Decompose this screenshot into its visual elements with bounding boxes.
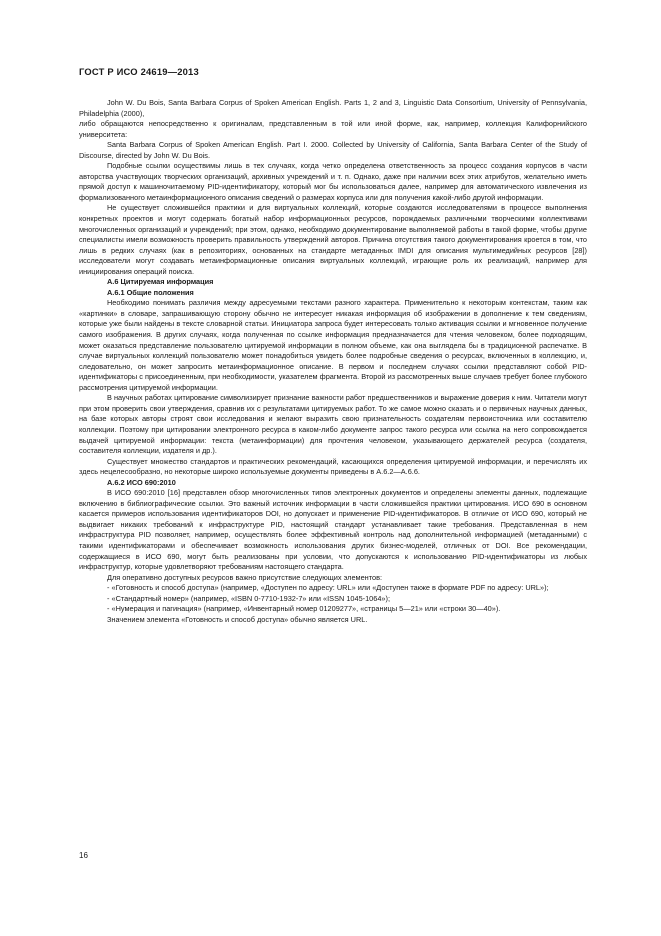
body-paragraph: либо обращаются непосредственно к оригиналам, представленным в той или иной форме, как, например, коллекция Калифорнийского университета: [79, 119, 587, 139]
body-paragraph: В ИСО 690:2010 [16] представлен обзор многочисленных типов электронных документов и определены элементы данных, подлежащие включению в библиографические ссылки. Это важный источник информации в части сложившейся практики цитирования. ИСО 690 в основном касается примеров использования идентификаторов DOI, но допускает и применение PID-идентификаторов. В отличие от ИСО 690, который не выдвигает никаких требований к инфраструктуре PID, настоящий стандарт устанавливает такие требования. Представленная в нем инфраструктура PID позволяет, например, осуществлять более эффективный контроль над дополнительной информацией (метаданными) с такими идентификаторами и обеспечивает возможность использования других бизнес-моделей, отличных от DOI. Все рекомендации, содержащиеся в ИСО 690, могут быть реализованы при условии, что допускаются к использованию PID-идентификаторы из любых инфраструктур, которые удовлетворяют требованиям настоящего стандарта. [79, 488, 587, 572]
body-paragraph: Для оперативно доступных ресурсов важно присутствие следующих элементов: [107, 572, 383, 582]
body-paragraph: Значением элемента «Готовность и способ доступа» обычно является URL. [107, 614, 368, 624]
page-body [79, 98, 587, 625]
body-paragraph: В научных работах цитирование символизирует признание важности работ предшественников и выражение доверия к ним. Читатели могут при этом проверить свои утверждения, сравнив их с результатами цитируемых работ. То же самое можно сказать и о первичных научных данных, на базе которых авторы строят свои исследования и желают выразить свою признательность создателям первоисточника или составителю коллекции. Поэтому при цитировании электронного ресурса в каком-либо документе запрос такого ресурса или ссылка на него сопровождается выдачей цитируемой информации: текста (метаинформации) для прочтения человеком, указывающего держателей ресурса (создателя, составителя коллекции, издателя и др.). [79, 393, 587, 456]
subsection-heading-a6-1: А.6.1 Общие положения [107, 287, 194, 297]
body-paragraph: John W. Du Bois, Santa Barbara Corpus of Spoken American English. Parts 1, 2 and 3, Linguistic Data Consortium, University of Pennsylvania, Philadelphia (2000), [79, 98, 587, 118]
document-header: ГОСТ Р ИСО 24619—2013 [79, 66, 199, 77]
section-heading-a6: А.6 Цитируемая информация [107, 277, 214, 287]
body-paragraph: Santa Barbara Corpus of Spoken American English. Part I. 2000. Collected by University of California, Santa Barbara Center of the Study of Discourse, directed by John W. Du Bois. [79, 140, 587, 160]
list-item: - «Готовность и способ доступа» (например, «Доступен по адресу: URL» или «Доступен также в формате PDF по адресу: URL»); [107, 583, 549, 593]
subsection-heading-a6-2: А.6.2 ИСО 690:2010 [107, 477, 176, 487]
body-paragraph: Необходимо понимать различия между адресуемыми текстами разного характера. Применительно к некоторым контекстам, таким как «картинки» в словаре, запрашивающую сторону обычно не интересует никакая информация об изображении в дополнение к тем сведениям, которые уже были найдены в тексте словарной статьи. Инициатора запроса будет интересовать только активация ссылки и мгновенное получение самого изображения. В других случаях, когда полученная по ссылке информация предназначается для чтения человеком, более подходящим, может оказаться представление пользователю цитируемой информации в полном объеме, как она выглядела бы в традиционной распечатке. В случае виртуальных коллекций пользователю может понадобиться увидеть более подробные сведения о ресурсах, включенных в коллекцию, и, следовательно, он может запросить метаинформационное описание. В первом и последнем случаях ссылки представляют собой PID-идентификаторы с присоединенным, при необходимости, указателем фрагмента. Второй из рассмотренных выше случаев требует более глубокого рассмотрения цитируемой информации. [79, 298, 587, 392]
body-paragraph: Подобные ссылки осуществимы лишь в тех случаях, когда четко определена ответственность за процесс создания корпусов в части авторства участвующих творческих организаций, архивных учреждений и т. п. Однако, даже при наличии всех этих атрибутов, желательно иметь прямой доступ к машиночитаемому PID-идентификатору, который мог бы использоваться далее, например для автоматического извлечения из формализованного метаинформационного описания сведений о размерах корпуса или для получения какой-либо другой информации. [79, 161, 587, 202]
body-paragraph: Не существует сложившейся практики и для виртуальных коллекций, которые создаются исследователями в процессе выполнения конкретных проектов и могут содержать богатый набор информационных ресурсов, порождаемых различными творческими коллективами многочисленных организаций и учреждений; при этом, однако, необходимо документирование выполняемой работы в такой форме, чтобы другие специалисты имели возможность проверить правильность утверждений авторов. Причина отсутствия такого документирования кроется в том, что лишь в редких случаях (как в репозиториях, основанных на стандарте метаданных IMDI для описания мультимедийных ресурсов [28]) исследователи могут создавать метаинформационные описания виртуальных коллекций, играющие роль их реализаций, например для инициирования операций поиска. [79, 203, 587, 276]
body-paragraph: Существует множество стандартов и практических рекомендаций, касающихся определения цитируемой информации, и перечислять их здесь нецелесообразно, но некоторые широко используемые документы приведены в А.6.2—А.6.6. [79, 456, 587, 477]
list-item: - «Нумерация и пагинация» (например, «Инвентарный номер 01209277», «страницы 5—21» или «строки 30—40»). [107, 604, 501, 614]
list-item: - «Стандартный номер» (например, «ISBN 0-7710-1932-7» или «ISSN 1045-1064»); [107, 593, 391, 603]
page-number: 16 [79, 851, 88, 860]
